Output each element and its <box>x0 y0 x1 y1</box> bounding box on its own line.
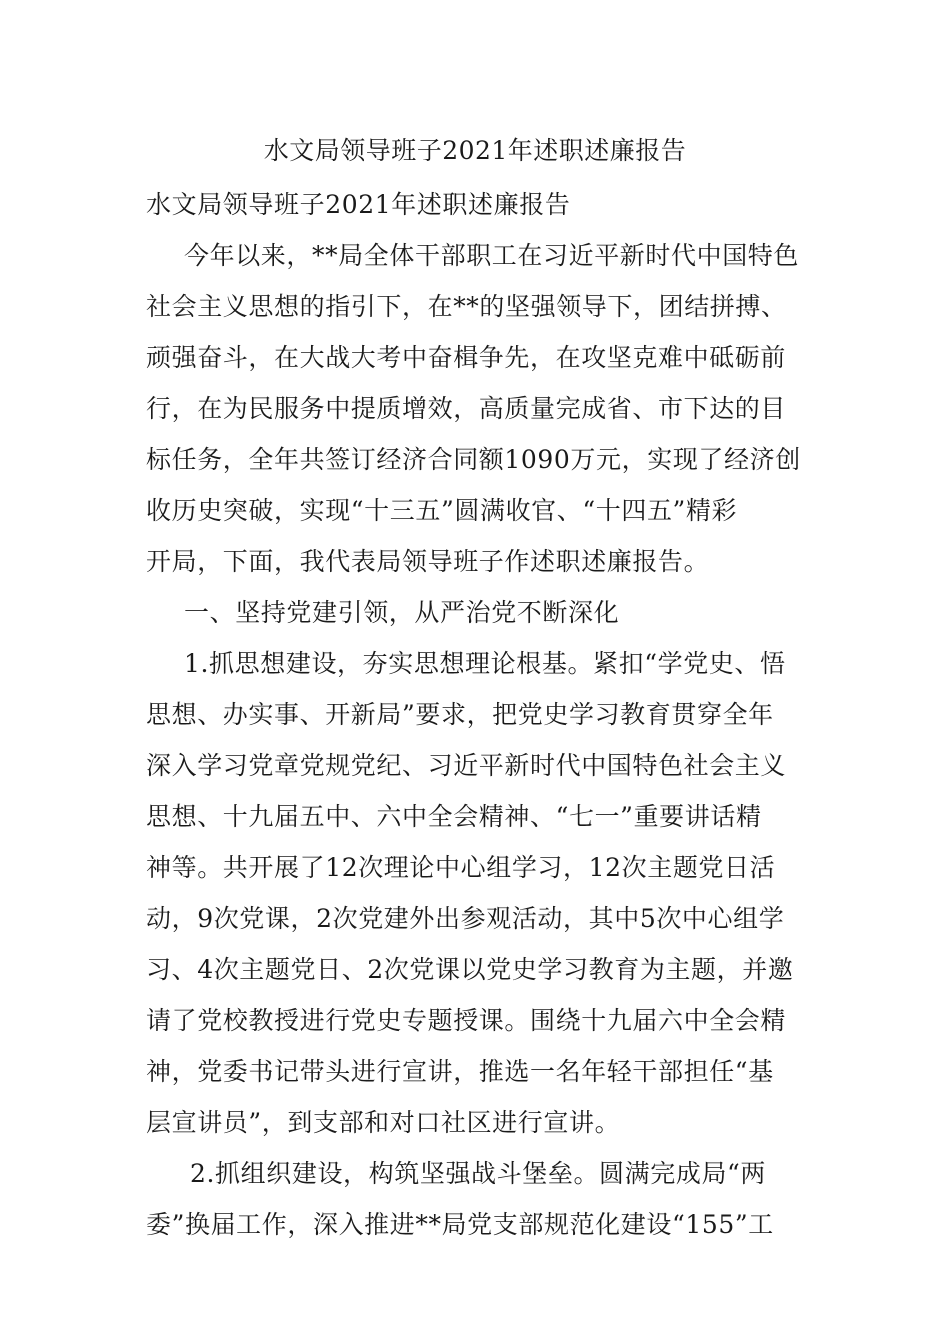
paragraph-line: 思想、十九届五中、六中全会精神、“七一”重要讲话精 <box>146 802 762 831</box>
document-body <box>146 179 810 1250</box>
paragraph-line: 动，9次党课，2次党建外出参观活动，其中5次中心组学 <box>146 904 785 933</box>
section-heading: 一、坚持党建引领，从严治党不断深化 <box>184 598 620 627</box>
document-title: 水文局领导班子2021年述职述廉报告 <box>263 136 687 165</box>
paragraph-line: 思想、办实事、开新局”要求，把党史学习教育贯穿全年 <box>146 700 774 729</box>
paragraph-line: 1.抓思想建设，夯实思想理论根基。紧扣“学党史、悟 <box>184 649 786 678</box>
paragraph-line: 今年以来，**局全体干部职工在习近平新时代中国特色 <box>184 241 800 270</box>
paragraph-line: 习、4次主题党日、2次党课以党史学习教育为主题，并邀 <box>146 955 794 984</box>
paragraph-line: 收历史突破，实现“十三五”圆满收官、“十四五”精彩 <box>146 496 738 525</box>
paragraph-line: 神，党委书记带头进行宣讲，推选一名年轻干部担任“基 <box>146 1057 774 1086</box>
paragraph-line: 层宣讲员”，到支部和对口社区进行宣讲。 <box>146 1108 621 1137</box>
paragraph-line: 神等。共开展了12次理论中心组学习，12次主题党日活 <box>146 853 776 882</box>
paragraph-line: 社会主义思想的指引下，在**的坚强领导下，团结拼搏、 <box>146 292 787 321</box>
paragraph-line: 开局，下面，我代表局领导班子作述职述廉报告。 <box>146 547 710 576</box>
paragraph-line: 委”换届工作，深入推进**局党支部规范化建设“155”工 <box>146 1210 774 1239</box>
paragraph-line: 顽强奋斗，在大战大考中奋楫争先，在攻坚克难中砥砺前 <box>146 343 787 372</box>
paragraph-line: 标任务，全年共签订经济合同额1090万元，实现了经济创 <box>146 445 801 474</box>
paragraph-line: 行，在为民服务中提质增效，高质量完成省、市下达的目 <box>146 394 787 423</box>
paragraph-line: 2.抓组织建设，构筑坚强战斗堡垒。圆满完成局“两 <box>190 1159 767 1188</box>
paragraph-line: 请了党校教授进行党史专题授课。围绕十九届六中全会精 <box>146 1006 787 1035</box>
document-subtitle: 水文局领导班子2021年述职述廉报告 <box>146 190 571 219</box>
paragraph-line: 深入学习党章党规党纪、习近平新时代中国特色社会主义 <box>146 751 787 780</box>
